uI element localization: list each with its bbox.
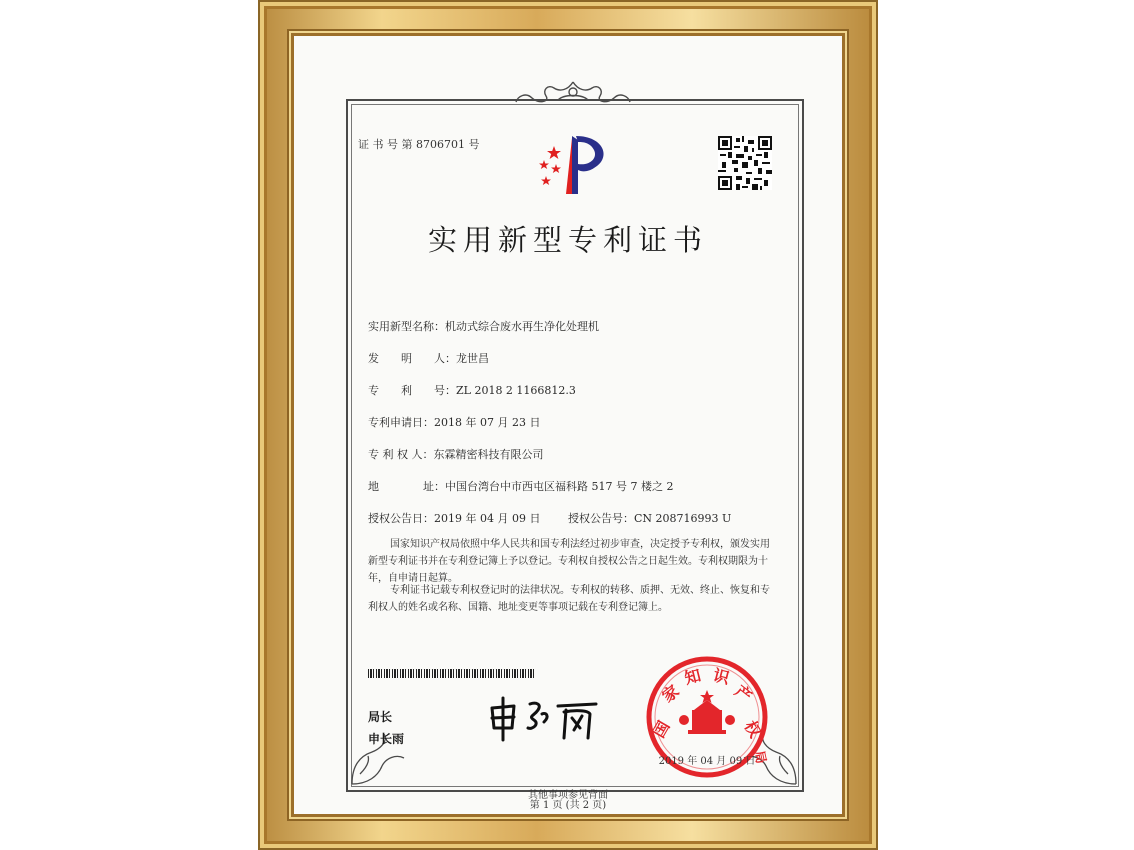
grant-number: 授权公告号：CN 208716993 U [568, 512, 732, 525]
filing-date: 专利申请日：2018 年 07 月 23 日 [368, 416, 541, 429]
patent-office-logo-icon [532, 132, 614, 196]
picture-frame [258, 0, 878, 850]
official-seal-icon [644, 654, 770, 780]
director-title: 局长 [368, 710, 393, 724]
patent-number: 专 利 号：ZL 2018 2 1166812.3 [368, 384, 576, 397]
qr-code-icon [718, 136, 772, 190]
barcode [368, 669, 536, 678]
grant-date: 授权公告日：2019 年 04 月 09 日 [368, 512, 541, 525]
page-number: 第 1 页 (共 2 页) [529, 800, 607, 811]
footer-note: 其他事项参见背面 [528, 790, 608, 801]
svg-text:局: 局 [750, 749, 769, 766]
svg-text:产: 产 [731, 681, 756, 707]
svg-text:识: 识 [711, 665, 732, 688]
svg-text:国: 国 [649, 717, 674, 741]
svg-text:知: 知 [682, 665, 703, 688]
address: 地 址：中国台湾台中市西屯区福科路 517 号 7 楼之 2 [368, 480, 674, 493]
utility-model-name: 实用新型名称：机动式综合废水再生净化处理机 [368, 320, 599, 333]
legal-status-note: 专利证书记载专利权登记时的法律状况。专利权的转移、质押、无效、终止、恢复和专利权人的姓名或名称、国籍、地址变更等事项记载在专利登记簿上。 [368, 585, 770, 613]
patentee: 专 利 权 人：东霖精密科技有限公司 [368, 448, 544, 461]
certificate-title: 实用新型专利证书 [427, 223, 708, 257]
svg-text:2019 年 04 月 09 日: 2019 年 04 月 09 日 [658, 756, 756, 767]
certificate-paper [294, 36, 842, 814]
svg-text:权: 权 [740, 717, 765, 741]
director-name: 申长雨 [368, 732, 405, 746]
inventor: 发 明 人：龙世昌 [368, 352, 489, 365]
svg-text:家: 家 [658, 681, 683, 707]
top-ornament-icon [508, 78, 638, 110]
grant-statement: 国家知识产权局依照中华人民共和国专利法经过初步审查，决定授予专利权，颁发实用新型专利证书并在专利登记簿上予以登记。专利权自授权公告之日起生效。专利权期限为十年，自申请日起算。 [368, 539, 770, 584]
certificate-number: 证 书 号 第 8706701 号 [358, 138, 480, 151]
director-signature [484, 694, 604, 744]
